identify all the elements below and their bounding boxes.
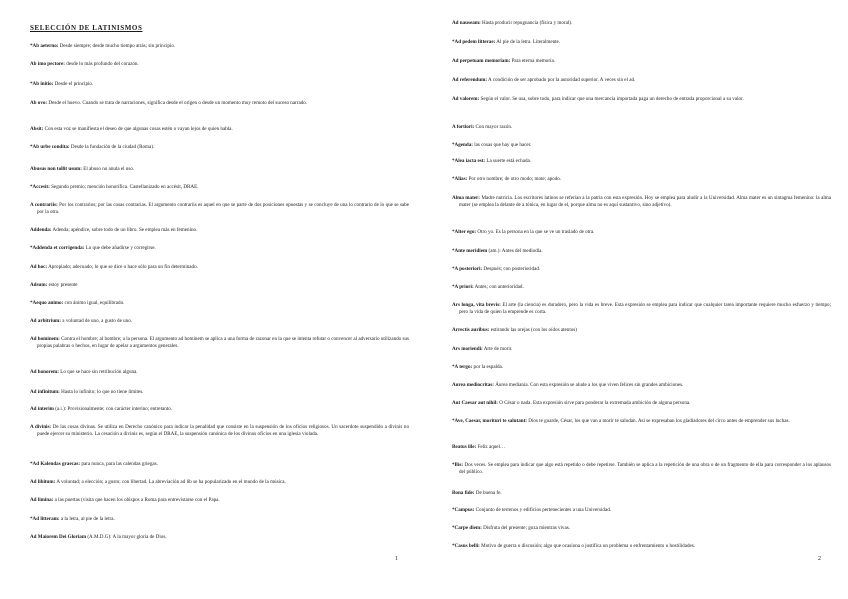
glossary-entry: *Aequo animo: con ánimo igual, equilibrado. bbox=[30, 300, 125, 306]
glossary-entry: Ad Maiorem Dei Gloriam (A.M.D.G): A la mayor gloria de Dios. bbox=[30, 534, 167, 540]
glossary-entry: *Carpe diem: Disfruta del presente; goza mientras vivas. bbox=[452, 525, 570, 531]
glossary-entry: *Ab urbe condita: Desde la fundación de la ciudad (Roma). bbox=[30, 144, 155, 150]
glossary-entry: *Ante meridiem (am.): Antes del mediodía. bbox=[452, 248, 543, 254]
glossary-entry: *Ab initio: Desde el principio. bbox=[30, 81, 94, 87]
glossary-entry: *Campus: Conjunto de terrenos y edificios pertenecientes a una Universidad. bbox=[452, 507, 612, 513]
glossary-entry: Ad interim (a.i.): Provisionalmente; con carácter interino; entretanto. bbox=[30, 406, 173, 412]
glossary-entry: A divinis: De las cosas divinas. Se utiliza en Derecho canónico para indicar la penalidad que consiste en la suspensión de los oficios religiosos. Un sacerdote suspendido a divinis no puede ejercer su ministerio. La cesación a divinis es, según el DRAE, la suspensión canónica de los divinos oficios en una iglesia violada. bbox=[30, 424, 410, 437]
glossary-entry: *A tergo: por la espalda. bbox=[452, 364, 504, 370]
page-number: 1 bbox=[395, 556, 398, 562]
glossary-entry: *Bis: Dos veces. Se emplea para indicar que algo está repetido o debe repetirse. También se aplica a la repetición de una obra o de un fragmento de ella para corresponder a los aplausos del público. bbox=[452, 462, 831, 475]
glossary-entry: *Casus belli: Motivo de guerra o discusión; algo que ocasiona o justifica un problema o enfrentamiento u hostilidades. bbox=[452, 543, 696, 549]
glossary-entry: *Addenda et corrigenda: Lo que debe añadirse y corregirse. bbox=[30, 245, 156, 251]
glossary-entry: Ad libitum: A voluntad; a elección; a gusto; con libertad. La abreviación ad lib se ha popularizado en el mundo de la música. bbox=[30, 479, 286, 485]
glossary-entry: Ad nauseam: Hasta producir repugnancia (física y moral). bbox=[452, 20, 573, 26]
glossary-entry: Ad limina: a las puertas (visita que hacen los obispos a Roma para entrevistarse con el Papa. bbox=[30, 497, 220, 503]
glossary-entry: Alma mater: Madre nutricia. Los escritores latinos se referían a la patria con esta expresión. Hoy se emplea para aludir a la Universidad. Alma mater es un sintagma femenino: la alma mater (se emplea la delante de a tónica, en lugar de el, porque alma no es aquí sustantivo, sino adjetivo). bbox=[452, 195, 831, 208]
glossary-entry: *Agenda: las cosas que hay que hacer. bbox=[452, 142, 532, 148]
glossary-entry: Ad honorem: Lo que se hace sin retribución alguna. bbox=[30, 369, 138, 375]
glossary-entry: A contrariis: Por los contrarios; por las cosas contrarias. El argumento contrariis es aquel en que se parte de dos posiciones opuestas y se concluye de una lo contrario de lo que se sabe por la otra. bbox=[30, 202, 409, 215]
glossary-entry: Aut Caesar aut nihil: O César o nada. Esta expresión sirve para ponderar la extremada ambición de alguna persona. bbox=[452, 400, 691, 406]
glossary-entry: *A posteriori: Después; con posterioridad. bbox=[452, 266, 541, 272]
glossary-entry: Ad valorem: Según el valor. Se usa, sobre todo, para indicar que una mercancía importada paga un derecho de entrada proporcional a su valor. bbox=[452, 96, 744, 102]
glossary-entry: Addenda: Adenda; apéndice, sobre todo de un libro. Se emplea más en femenino. bbox=[30, 227, 198, 233]
glossary-entry: Ars longa, vita brevis: El arte (la ciencia) es duradero, pero la vida es breve. Esta expresión se emplea para indicar que cualquier tarea importante requiere mucho esfuerzo y tiempo; pero la vida de quien la emprende es corta. bbox=[452, 302, 832, 315]
glossary-entry: *Ave, Caesar, morituri te salutant: Dios te guarde, César, los que van a morir te saludan. Así se expresaban los gladiadores del circo antes de emprender sus luchas. bbox=[452, 418, 790, 424]
glossary-entry: Ad hoc: Apropiado; adecuado; lo que se dice o hace sólo para un fin determinado. bbox=[30, 264, 198, 270]
glossary-entry: Ars moriendi: Arte de morir. bbox=[452, 346, 513, 352]
glossary-entry: *Ad Kalendas graecas: para nunca, para las calendas griegas. bbox=[30, 461, 158, 467]
glossary-entry: *A priori: Antes; con anterioridad. bbox=[452, 284, 524, 290]
document-title: SELECCIÓN DE LATINISMOS bbox=[30, 24, 143, 32]
glossary-entry: Ab imo pectore: desde lo más profundo del corazón. bbox=[30, 61, 139, 67]
glossary-entry: Aurea mediocritas: Áurea medianía. Con esta expresión se alude a los que viven felices sin grandes ambiciones. bbox=[452, 382, 684, 388]
glossary-entry: Abusus non tollit usum: El abuso no anula el uso. bbox=[30, 166, 135, 172]
glossary-entry: Ab ovo: Desde el huevo. Cuando se trata de narraciones, significa desde el origen o desde un momento muy remoto del suceso narrado. bbox=[30, 100, 308, 106]
page-number: 2 bbox=[818, 556, 821, 562]
glossary-entry: *Ad litteram: a la letra, al pie de la letra. bbox=[30, 516, 115, 522]
glossary-entry: *Ad pedem litterae: Al pie de la letra. Literalmente. bbox=[452, 39, 561, 45]
glossary-entry: Ad referendum: A condición de ser aprobado por la autoridad superior. A veces sin el ad. bbox=[452, 77, 636, 83]
glossary-entry: *Ab aeterno: Desde siempre; desde mucho tiempo atrás; sin principio. bbox=[30, 43, 176, 49]
glossary-entry: Ad hominem: Contra el hombre; al hombre; a la persona. El argumento ad hominem se aplica a una forma de razonar en la que se intenta refutar o convencer al adversario utilizando sus propias palabras o hechos, en lugar de apelar a argumentos generales. bbox=[30, 336, 410, 349]
glossary-entry: Absit: Con esta voz se manifiesta el deseo de que algunas cosas estén o vayan lejos de quien habla. bbox=[30, 126, 233, 132]
glossary-entry: *Alter ego: Otro yo. Es la persona en la que se ve un traslado de otra. bbox=[452, 229, 595, 235]
glossary-entry: *Alias: Por otro nombre; de otro modo; mote; apodo. bbox=[452, 176, 562, 182]
glossary-entry: *Alea iacta est: La suerte está echada. bbox=[452, 158, 532, 164]
glossary-entry: Ad arbitrium: a voluntad de uno, a gusto de uno. bbox=[30, 318, 133, 324]
glossary-entry: Arrectis auribus: estirando las orejas (con los oídos atentos) bbox=[452, 327, 577, 333]
glossary-entry: Ad perpetuam memoriam: Para eterna memoria. bbox=[452, 58, 555, 64]
glossary-entry: *Accesit: Segundo premio; mención honorífica. Castellanizado en accésit, DRAE. bbox=[30, 184, 199, 190]
glossary-entry: Beatus ille: Feliz aquel… bbox=[452, 444, 506, 450]
glossary-entry: A fortiori: Con mayor razón. bbox=[452, 124, 513, 130]
glossary-entry: Ad infinitum: Hasta lo infinito; lo que no tiene límites. bbox=[30, 389, 144, 395]
glossary-entry: Adsum: estoy presente bbox=[30, 282, 78, 288]
glossary-entry: Bona fide: De buena fe. bbox=[452, 490, 502, 496]
